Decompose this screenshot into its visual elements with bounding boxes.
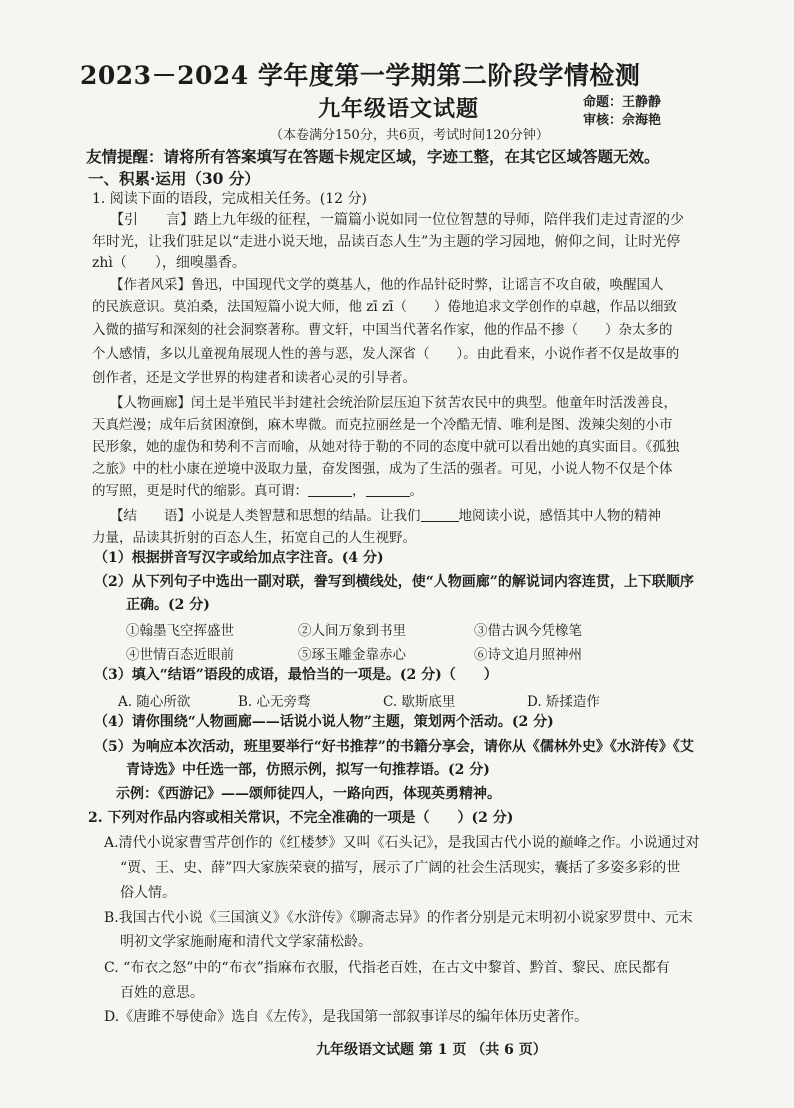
characters-line: 【人物画廊】闰土是半殖民半封建社会统治阶层压迫下贫苦农民中的典型。他童年时活泼善良， [110, 395, 677, 411]
choice-option: D. 矫揉造作 [527, 694, 600, 710]
q2-option-a: A.清代小说家曹雪芹创作的《红楼梦》又叫《石头记》，是我国古代小说的巅峰之作。小说通过对 [104, 835, 700, 851]
q2-option-b: 明初文学家施耐庵和清代文学家蒲松龄。 [120, 934, 372, 950]
conclusion-line: 【结 语】小说是人类智慧和思想的结晶。让我们 地阅读小说，感悟其中人物的精神 [110, 508, 661, 524]
question-2-title: 2. 下列对作品内容或相关常识，不完全准确的一项是（ ）(2 分) [88, 810, 514, 826]
q2-option-b: B.我国古代小说《三国演义》《水浒传》《聊斋志异》的作者分别是元末明初小说家罗贯中、元末 [104, 910, 693, 926]
exam-subject-title: 九年级语文试题 [318, 96, 480, 122]
couplet-option: ②人间万象到书里 [298, 623, 406, 639]
couplet-option: ⑤琢玉雕金靠赤心 [298, 647, 406, 663]
characters-line: 之旅》中的杜小康在逆境中汲取力量，奋发图强，成为了生活的强者。可见，小说人物不仅是个体 [92, 461, 673, 477]
answer-blank[interactable] [366, 482, 410, 497]
proposer-label: 命题：王静静 [583, 95, 662, 110]
sub-question-2: （2）从下列句子中选出一副对联，誊写到横线处，使“人物画廊”的解说词内容连贯，上下联顺序 [94, 574, 694, 590]
intro-line: 【引 言】踏上九年级的征程，一篇篇小说如同一位位智慧的导师，陪伴我们走过青涩的少 [110, 212, 684, 228]
sub-question-5: （5）为响应本次活动，班里要举行“好书推荐”的书籍分享会，请你从《儒林外史》《水浒传》《艾 [94, 739, 694, 755]
writers-line: 创作者，还是文学世界的构建者和读者心灵的引导者。 [92, 370, 416, 386]
choice-option: A. 随心所欲 [118, 694, 191, 710]
exam-info: （本卷满分150分，共6页，考试时间120分钟） [270, 128, 549, 143]
sub-question-4: （4）请你围绕“人物画廊——话说小说人物”主题，策划两个活动。(2 分) [94, 714, 554, 730]
characters-line: 民形象，她的虚伪和势利不言而喻，从她对待于勒的不同的态度中就可以看出她的真实面目。《孤独 [92, 439, 680, 455]
characters-line: 天真烂漫；成年后贫困潦倒，麻木卑微。而克拉丽丝是一个冷酷无情、唯利是图、泼辣尖刻的小市 [92, 417, 673, 433]
sub-question-3: （3）填入“结语”语段的成语，最恰当的一项是。(2 分)（ ） [94, 667, 498, 683]
writers-line: 的民族意识。莫泊桑，法国短篇小说大师，他 zī zī（ ）倦地追求文学创作的卓越，作品以细致 [92, 299, 677, 315]
page-footer: 九年级语文试题 第 1 页 （共 6 页） [316, 1042, 547, 1058]
q2-option-a: 俗人情。 [120, 885, 176, 901]
q2-option-c: 百姓的意思。 [120, 985, 204, 1001]
intro-line: zhì（ ），细嗅墨香。 [92, 255, 246, 271]
sub-question-2-cont: 正确。(2 分) [126, 597, 210, 613]
couplet-option: ⑥诗文追月照神州 [474, 647, 582, 663]
answer-blank[interactable] [308, 482, 352, 497]
sub-question-1: （1）根据拼音写汉字或给加点字注音。(4 分) [94, 550, 384, 566]
couplet-option: ①翰墨飞空挥盛世 [126, 623, 234, 639]
friendly-tip: 友情提醒：请将所有答案填写在答题卡规定区域，字迹工整，在其它区域答题无效。 [86, 147, 660, 166]
sub-question-5-cont: 青诗选》中任选一部，仿照示例，拟写一句推荐语。(2 分) [126, 762, 490, 778]
intro-line: 年时光，让我们驻足以“走进小说天地，品读百态人生”为主题的学习园地，俯仰之间，让时光停 [92, 234, 681, 250]
couplet-option: ③借古讽今凭橡笔 [474, 623, 582, 639]
couplet-option: ④世情百态近眼前 [126, 647, 234, 663]
q2-option-d: D.《唐雎不辱使命》选自《左传》，是我国第一部叙事详尽的编年体历史著作。 [104, 1009, 589, 1025]
q2-option-a: “贾、王、史、薛”四大家族荣衰的描写，展示了广阔的社会生活现实，囊括了多姿多彩的世 [120, 860, 681, 876]
writers-line: 个人感情，多以儿童视角展现人性的善与恶，发人深省（ ）。由此看来，小说作者不仅是故事的 [92, 346, 680, 362]
reviewer-label: 审核：佘海艳 [583, 113, 662, 128]
question-1-title: 1. 阅读下面的语段，完成相关任务。(12 分) [92, 191, 367, 207]
example-line: 示例：《西游记》——颂师徒四人，一路向西，体现英勇精神。 [116, 786, 501, 802]
q2-option-c: C. “布衣之怒”中的“布衣”指麻布衣服，代指老百姓，在古文中黎首、黔首、黎民、庶民都有 [104, 960, 670, 976]
choice-option: C. 歇斯底里 [383, 694, 456, 710]
exam-title: 2023－2024 学年度第一学期第二阶段学情检测 [80, 61, 641, 90]
choice-option: B. 心无旁骛 [238, 694, 311, 710]
conclusion-line: 力量，品读其折射的百态人生，拓宽自己的人生视野。 [92, 530, 416, 546]
writers-line: 入微的描写和深刻的社会洞察著称。曹文轩，中国当代著名作家，他的作品不掺（ ）杂太多的 [92, 322, 673, 338]
section-title: 一、积累·运用（30 分） [88, 169, 260, 188]
answer-blank[interactable] [421, 507, 459, 522]
writers-line: 【作者风采】鲁迅，中国现代文学的奠基人，他的作品针砭时弊，让谣言不攻自破，唤醒国人 [110, 277, 664, 293]
characters-line: 的写照，更是时代的缩影。真可谓： ， 。 [92, 483, 423, 499]
